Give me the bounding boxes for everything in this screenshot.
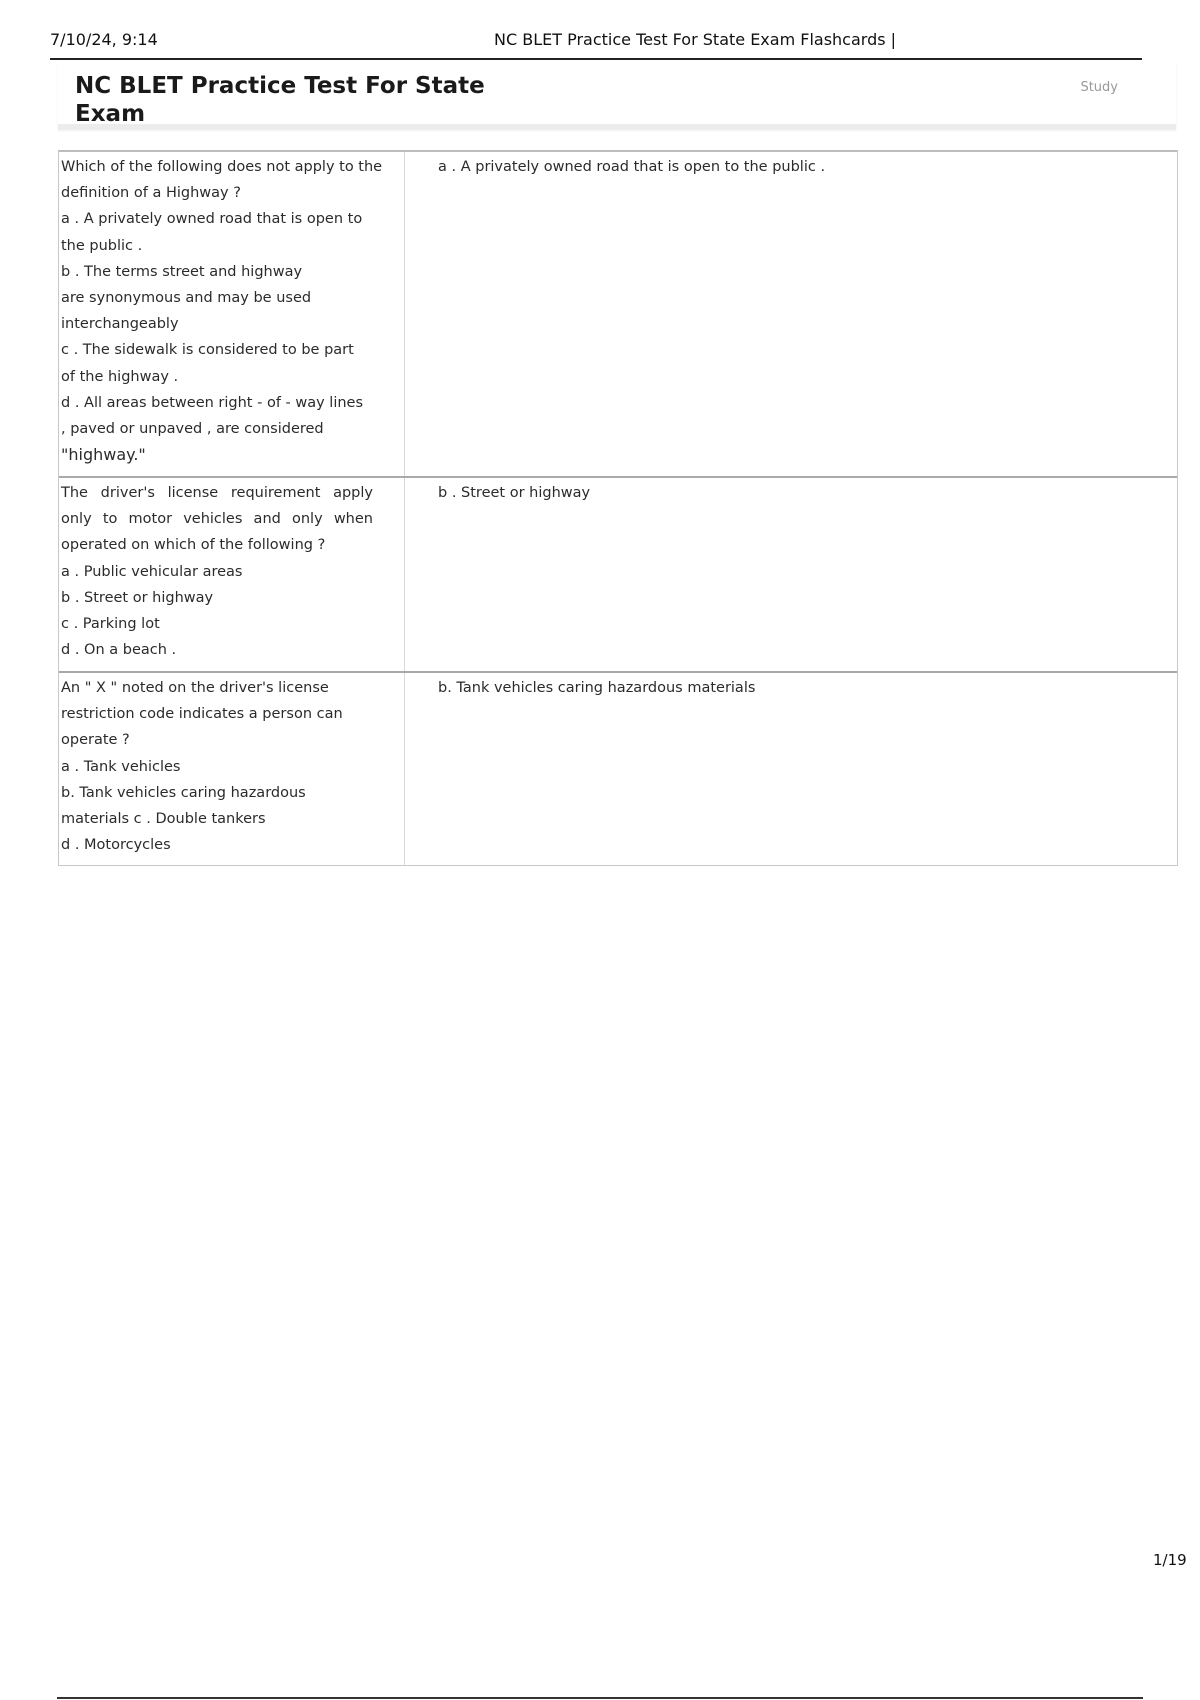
print-header: [50, 28, 1142, 60]
term-line: b. Tank vehicles caring hazardous: [61, 784, 306, 801]
page-number: 1/19: [1153, 1551, 1187, 1569]
term-line: the public .: [61, 237, 143, 254]
term-line: definition of a Highway ?: [61, 185, 241, 202]
term-line: only to motor vehicles and only when: [61, 511, 373, 528]
term-line: , paved or unpaved , are considered: [61, 421, 324, 438]
term-line: c . The sidewalk is considered to be part: [61, 342, 354, 359]
term-line: b . Street or highway: [61, 589, 214, 606]
term-line: The driver's license requirement apply: [61, 485, 373, 501]
card-term: [59, 478, 405, 671]
flashcard: [59, 478, 1177, 673]
term-line: Which of the following does not apply to the: [61, 159, 383, 175]
term-line: b . The terms street and highway: [61, 263, 303, 280]
set-title: NC BLET Practice Test For State Exam: [75, 73, 485, 127]
study-button[interactable]: Study: [1080, 80, 1118, 95]
card-definition: b. Tank vehicles caring hazardous materials: [438, 680, 756, 696]
card-definition: a . A privately owned road that is open to the public .: [438, 159, 826, 175]
card-term: [59, 673, 405, 865]
term-line: a . Tank vehicles: [61, 758, 181, 775]
term-line: d . All areas between right - of - way lines: [61, 394, 364, 411]
term-line: d . Motorcycles: [61, 837, 171, 854]
term-line: "highway.": [61, 445, 146, 465]
card-definition: b . Street or highway: [438, 485, 591, 501]
print-date: 7/10/24, 9:14: [50, 30, 158, 49]
term-line: c . Parking lot: [61, 616, 160, 633]
term-line: materials c . Double tankers: [61, 811, 266, 828]
flashcard-set-header: [58, 62, 1176, 130]
term-line: operate ?: [61, 732, 130, 749]
term-line: are synonymous and may be used: [61, 290, 312, 307]
term-line: An " X " noted on the driver's license: [61, 680, 329, 696]
term-line: of the highway .: [61, 368, 179, 385]
term-line: interchangeably: [61, 316, 179, 333]
flashcard: [59, 152, 1177, 478]
term-line: a . A privately owned road that is open to: [61, 211, 363, 228]
flashcard-list: [58, 150, 1178, 866]
term-line: d . On a beach .: [61, 642, 177, 659]
flashcard: [59, 673, 1177, 865]
term-line: a . Public vehicular areas: [61, 563, 243, 580]
term-line: restriction code indicates a person can: [61, 706, 343, 723]
term-line: operated on which of the following ?: [61, 537, 326, 554]
footer-divider: [57, 1697, 1143, 1699]
print-page-title: NC BLET Practice Test For State Exam Flashcards |: [494, 30, 897, 49]
card-term: [59, 152, 405, 476]
